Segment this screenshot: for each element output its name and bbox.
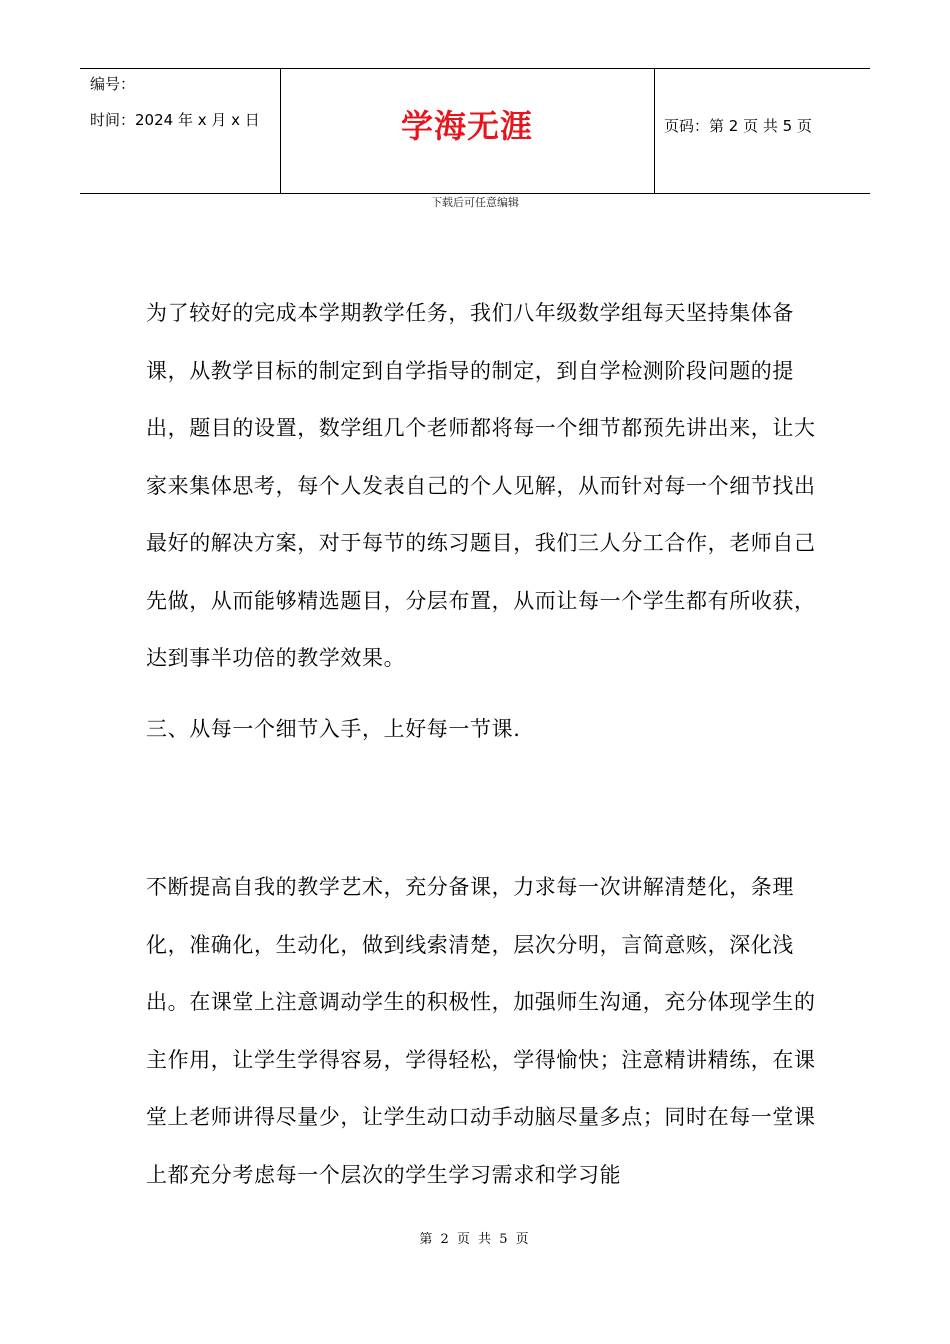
- header-table: [80, 68, 870, 194]
- section-heading: 三、从每一个细节入手，上好每一节课.: [146, 717, 521, 741]
- page-info: 页码：第 2 页 共 5 页: [664, 117, 812, 135]
- paragraph-collective-lesson-prep: 为了较好的完成本学期教学任务，我们八年级数学组每天坚持集体备课，从教学目标的制定到自学指导的制定，到自学检测阶段问题的提出，题目的设置，数学组几个老师都将每一个细节都预先讲出来，让大家来集体思考，每个人发表自己的个人见解，从而针对每一个细节找出最好的解决方案，对于每节的练习题目，我们三人分工合作，老师自己先做，从而能够精选题目，分层布置，从而让每一个学生都有所收获，达到事半功倍的教学效果。: [146, 301, 816, 670]
- edit-note: 下载后可任意编辑: [431, 196, 519, 209]
- paragraph-teaching-art: 不断提高自我的教学艺术，充分备课，力求每一次讲解清楚化，条理化，准确化，生动化，做到线索清楚，层次分明，言简意赅，深化浅出。在课堂上注意调动学生的积极性，加强师生沟通，充分体现学生的主作用，让学生学得容易，学得轻松，学得愉快；注意精讲精练，在课堂上老师讲得尽量少，让学生动口动手动脑尽量多点；同时在每一堂课上都充分考虑每一个层次的学生学习需求和学习能: [146, 875, 816, 1187]
- brand-title: 学海无涯: [400, 107, 533, 145]
- date-text: 时间：2024 年 x 月 x 日: [90, 111, 260, 129]
- page-footer: 第 2 页 共 5 页: [419, 1232, 531, 1247]
- serial-number-label: 编号：: [90, 75, 136, 93]
- header-divider-right: [654, 69, 655, 193]
